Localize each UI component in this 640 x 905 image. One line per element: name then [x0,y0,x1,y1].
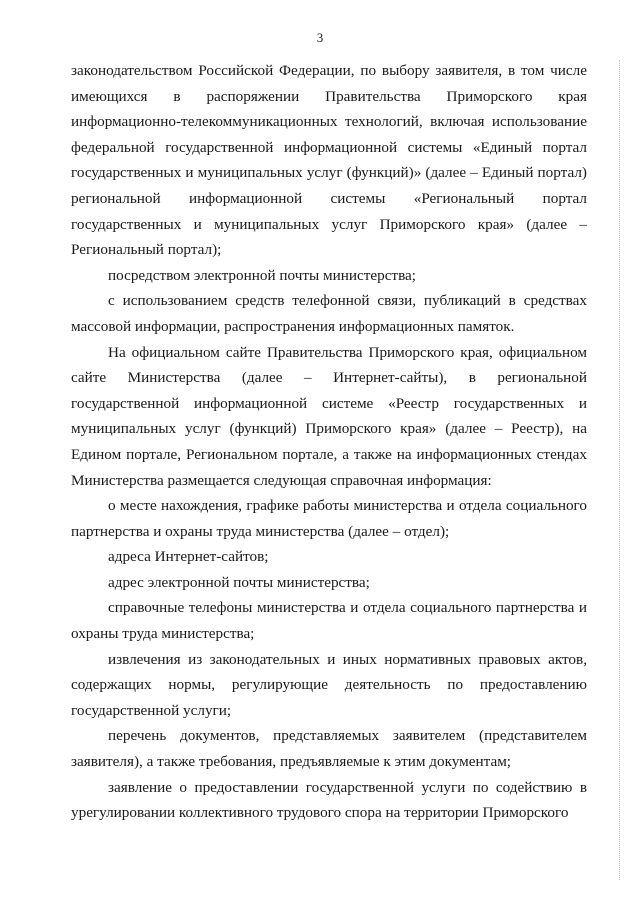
paragraph: с использованием средств телефонной связи, публикаций в средствах массовой информации, распространения информационных памяток. [71,292,587,335]
paragraph: законодательством Российской Федерации, по выбору заявителя, в том числе имеющихся в распоряжении Правительства Приморского края информационно-телекоммуникационных технологий, включая использование федеральной государственной информационной системы «Единый портал государственных и муниципальных услуг (функций)» (далее – Единый портал) региональной информационной системы «Региональный портал государственных и муниципальных услуг Приморского края» (далее – Региональный портал); [71,62,587,259]
paragraph: посредством электронной почты министерства; [108,266,417,284]
paragraph: На официальном сайте Правительства Приморского края, официальном сайте Министерства (далее – Интернет-сайты), в региональной государственной информационной системе «Реестр государственных и муниципальных услуг (функций) Приморского края» (далее – Реестр), на Едином портале, Региональном портале, а также на информационных стендах Министерства размещается следующая справочная информация: [71,343,587,489]
scan-edge-line [619,60,620,880]
paragraph: адрес электронной почты министерства; [108,573,370,591]
paragraph: о месте нахождения, графике работы министерства и отдела социального партнерства и охраны труда министерства (далее – отдел); [71,497,587,540]
paragraph: перечень документов, представляемых заявителем (представителем заявителя), а также требования, предъявляемые к этим документам; [71,727,587,771]
paragraph: адреса Интернет-сайтов; [108,548,269,566]
page-number: 3 [316,30,324,45]
document-body [71,58,587,826]
paragraph: справочные телефоны министерства и отдела социального партнерства и охраны труда министерства; [71,599,587,643]
paragraph: извлечения из законодательных и иных нормативных правовых актов, содержащих нормы, регулирующие деятельность по предоставлению государственной услуги; [71,650,587,719]
paragraph: заявление о предоставлении государственной услуги по содействию в урегулировании коллективного трудового спора на территории Приморского [71,778,587,822]
